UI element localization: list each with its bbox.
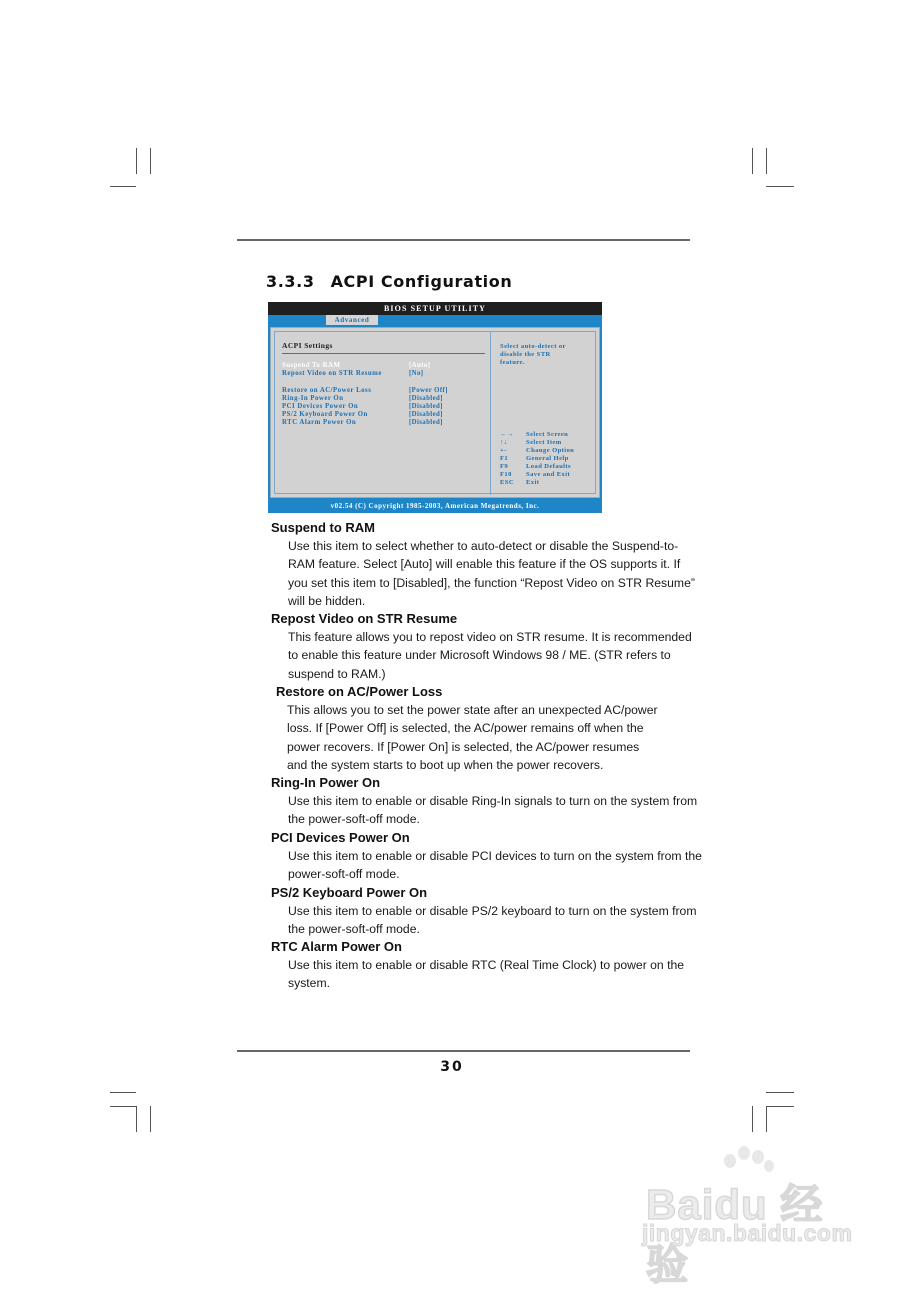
term-rtc-alarm: RTC Alarm Power On <box>271 939 402 954</box>
menu-title: ACPI Settings <box>282 341 333 350</box>
desc-line: loss. If [Power Off] is selected, the AC/power remains off when the <box>287 721 644 736</box>
desc-pci-devices <box>288 847 702 884</box>
help-line: disable the STR <box>500 351 551 358</box>
desc-line: Use this item to enable or disable Ring-In signals to turn on the system from <box>288 794 698 808</box>
desc-line: This feature allows you to repost video on STR resume. It is recommended <box>288 630 692 644</box>
desc-line: Use this item to enable or disable RTC (Real Time Clock) to power on the <box>288 958 685 972</box>
key-desc: General Help <box>526 455 569 462</box>
desc-line: Use this item to enable or disable PS/2 keyboard to turn on the system from <box>288 904 697 918</box>
crop-mark <box>752 148 753 174</box>
bios-item-rtc-alarm[interactable]: RTC Alarm Power On <box>282 419 357 426</box>
term-restore-ac-power: Restore on AC/Power Loss <box>276 684 443 699</box>
tab-advanced[interactable]: Advanced <box>326 315 378 325</box>
bios-value-restore-ac-power[interactable]: [Power Off] <box>409 387 448 394</box>
bios-value-suspend-to-ram[interactable]: [Auto] <box>409 362 431 369</box>
crop-mark <box>110 186 136 187</box>
key-legend-row <box>500 479 539 486</box>
key-legend-row <box>500 439 562 446</box>
term-ring-in: Ring-In Power On <box>271 775 381 790</box>
key-label: ↑↓ <box>500 439 508 446</box>
help-line: feature. <box>500 359 525 366</box>
desc-line: This allows you to set the power state after an unexpected AC/power <box>287 703 658 717</box>
crop-mark <box>766 1106 767 1132</box>
desc-line: RAM feature. Select [Auto] will enable this feature if the OS supports it. If <box>288 557 681 572</box>
key-desc: Select Item <box>526 439 562 446</box>
desc-line: suspend to RAM.) <box>288 666 386 681</box>
term-suspend-to-ram: Suspend to RAM <box>271 520 375 535</box>
crop-mark <box>766 148 767 174</box>
bios-help-text <box>500 343 590 367</box>
desc-restore-ac-power <box>287 701 691 774</box>
bios-value-repost-video[interactable]: [No] <box>409 370 424 377</box>
desc-line: the power-soft-off mode. <box>288 922 420 937</box>
bios-value-ring-in[interactable]: [Disabled] <box>409 395 443 402</box>
help-line: Select auto-detect or <box>500 343 566 350</box>
crop-mark <box>766 186 794 187</box>
crop-mark <box>110 1092 136 1093</box>
key-desc: Exit <box>526 479 540 486</box>
bios-title: BIOS SETUP UTILITY <box>268 302 602 315</box>
key-label: ←→ <box>500 431 514 438</box>
bios-item-pci-devices[interactable]: PCI Devices Power On <box>282 403 359 410</box>
term-pci-devices: PCI Devices Power On <box>271 830 410 845</box>
section-heading <box>266 272 512 291</box>
key-label: F9 <box>500 463 509 470</box>
key-legend-row <box>500 471 570 478</box>
key-legend-row <box>500 447 574 454</box>
paw-pad <box>764 1160 774 1172</box>
paw-pad <box>724 1154 736 1168</box>
crop-mark <box>136 1106 137 1132</box>
desc-line: the power-soft-off mode. <box>288 812 420 827</box>
bios-screenshot <box>268 302 602 513</box>
bios-footer: v02.54 (C) Copyright 1985-2003, American Megatrends, Inc. <box>330 502 540 510</box>
bios-value-pci-devices[interactable]: [Disabled] <box>409 403 443 410</box>
desc-ps2-keyboard <box>288 902 697 939</box>
section-number: 3.3.3 <box>266 272 315 291</box>
crop-mark <box>150 148 151 174</box>
key-label: ESC <box>500 479 515 486</box>
bios-value-ps2-keyboard[interactable]: [Disabled] <box>409 411 443 418</box>
key-legend-row <box>500 455 569 462</box>
bios-tab-bar <box>268 315 602 325</box>
crop-mark <box>766 1106 794 1107</box>
desc-ring-in <box>288 792 698 829</box>
bios-item-suspend-to-ram[interactable]: Suspend To RAM <box>282 362 341 369</box>
paw-pad <box>738 1146 750 1160</box>
crop-mark <box>752 1106 753 1132</box>
bios-item-repost-video[interactable]: Repost Video on STR Resume <box>282 370 382 377</box>
desc-line: system. <box>288 976 330 991</box>
desc-repost-video <box>288 628 692 683</box>
key-desc: Change Option <box>526 447 575 454</box>
key-label: +- <box>500 447 507 454</box>
page-number: 30 <box>440 1059 464 1075</box>
crop-mark <box>150 1106 151 1132</box>
desc-line: Use this item to select whether to auto-detect or disable the Suspend-to- <box>288 539 679 553</box>
bios-panel <box>270 327 600 498</box>
crop-mark <box>136 148 137 174</box>
key-legend-row <box>500 463 571 470</box>
desc-line: Use this item to enable or disable PCI devices to turn on the system from the <box>288 849 702 863</box>
watermark-url: jingyan.baidu.com <box>642 1220 853 1246</box>
key-desc: Save and Exit <box>526 471 571 478</box>
desc-line: to enable this feature under Microsoft Windows 98 / ME. (STR refers to <box>288 648 671 663</box>
desc-line: power-soft-off mode. <box>288 867 400 882</box>
desc-line: and the system starts to boot up when the power recovers. <box>287 757 604 772</box>
term-repost-video: Repost Video on STR Resume <box>271 611 458 626</box>
desc-rtc-alarm <box>288 956 692 993</box>
desc-suspend-to-ram <box>288 537 695 610</box>
crop-mark <box>110 1106 136 1107</box>
key-label: F10 <box>500 471 512 478</box>
bios-item-ps2-keyboard[interactable]: PS/2 Keyboard Power On <box>282 411 368 418</box>
desc-line: you set this item to [Disabled], the function “Repost Video on STR Resume” <box>288 575 695 590</box>
key-desc: Select Screen <box>526 431 569 438</box>
menu-underline <box>282 353 485 354</box>
section-title: ACPI Configuration <box>330 272 513 291</box>
bios-item-ring-in[interactable]: Ring-In Power On <box>282 395 344 402</box>
baidu-watermark <box>640 1140 860 1288</box>
term-ps2-keyboard: PS/2 Keyboard Power On <box>271 885 428 900</box>
crop-mark <box>766 1092 794 1093</box>
key-desc: Load Defaults <box>526 463 571 470</box>
paw-pad <box>752 1150 764 1164</box>
desc-line: will be hidden. <box>288 593 366 608</box>
key-legend-row <box>500 431 568 438</box>
bottom-rule <box>237 1050 690 1052</box>
key-label: F1 <box>500 455 509 462</box>
panel-divider <box>490 331 491 495</box>
top-rule <box>237 239 690 241</box>
watermark-brand: Baidu 经验 <box>646 1181 824 1288</box>
bios-item-restore-ac-power[interactable]: Restore on AC/Power Loss <box>282 387 372 394</box>
bios-value-rtc-alarm[interactable]: [Disabled] <box>409 419 443 426</box>
desc-line: power recovers. If [Power On] is selected, the AC/power resumes <box>287 739 640 754</box>
